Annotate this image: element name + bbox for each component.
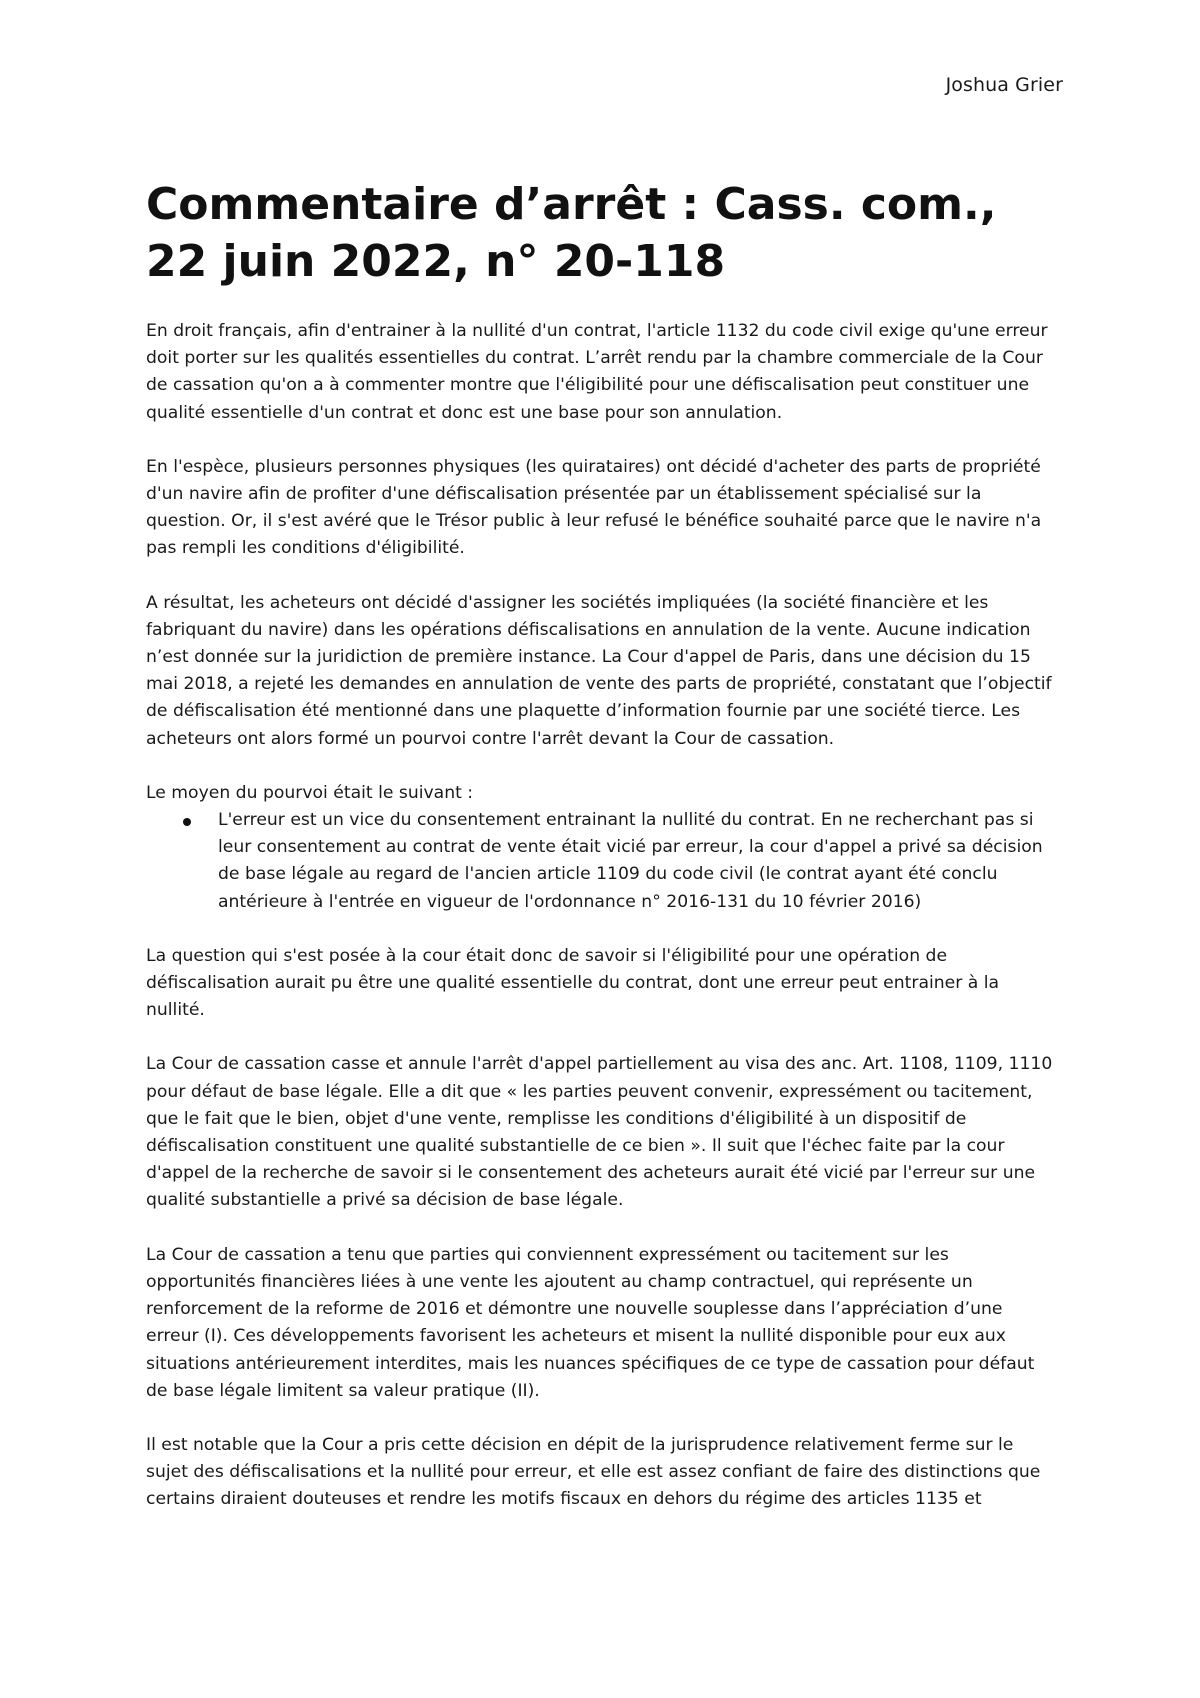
paragraph-procedure: A résultat, les acheteurs ont décidé d'assigner les sociétés impliquées (la société financière et les fabriquant du navire) dans les opérations défiscalisations en annulation de la vente. Aucune indication n’est donnée sur la juridiction de première instance. La Cour d'appel de Paris, dans une décision du 15 mai 2018, a rejeté les demandes en annulation de vente des parts de propriété, constatant que l’objectif de défiscalisation été mentionné dans une plaquette d’information fournie par une société tierce. Les acheteurs ont alors formé un pourvoi contre l'arrêt devant la Cour de cassation. bbox=[146, 592, 1052, 749]
paragraph-facts: En l'espèce, plusieurs personnes physiques (les quirataires) ont décidé d'acheter des parts de propriété d'un navire afin de profiter d'une défiscalisation présentée par un établissement spécialisé sur la question. Or, il s'est avéré que le Trésor public à leur refusé le bénéfice souhaité parce que le navire n'a pas rempli les conditions d'éligibilité. bbox=[146, 456, 1042, 559]
grounds-list bbox=[146, 807, 1058, 916]
list-item bbox=[146, 807, 1058, 916]
paragraph-analysis: Il est notable que la Cour a pris cette décision en dépit de la jurisprudence relativement ferme sur le sujet des défiscalisations et la nullité pour erreur, et elle est assez confiant de faire des distinctions que certains diraient douteuses et rendre les motifs fiscaux en dehors du régime des articles 1135 et bbox=[146, 1434, 1041, 1510]
paragraph-announcement: La Cour de cassation a tenu que parties qui conviennent expressément ou tacitement sur les opportunités financières liées à une vente les ajoutent au champ contractuel, qui représente un renforcement de la reforme de 2016 et démontre une nouvelle souplesse dans l’appréciation d’une erreur (I). Ces développements favorisent les acheteurs et misent la nullité disponible pour eux aux situations antérieurement interdites, mais les nuances spécifiques de ce type de cassation pour défaut de base légale limitent sa valeur pratique (II). bbox=[146, 1244, 1035, 1401]
paragraph-introduction: En droit français, afin d'entrainer à la nullité d'un contrat, l'article 1132 du code civil exige qu'une erreur doit porter sur les qualités essentielles du contrat. L’arrêt rendu par la chambre commerciale de la Cour de cassation qu'on a à commenter montre que l'éligibilité pour une défiscalisation peut constituer une qualité essentielle d'un contrat et donc est une base pour son annulation. bbox=[146, 321, 1048, 423]
document-title: Commentaire d’arrêt : Cass. com., 22 juin 2022, n° 20-118 bbox=[146, 179, 997, 287]
paragraph-solution: La Cour de cassation casse et annule l'arrêt d'appel partiellement au visa des anc. Art. 1108, 1109, 1110 pour défaut de base légale. Elle a dit que « les parties peuvent convenir, expressément ou tacitement, que le fait que le bien, objet d'une vente, remplisse les conditions d'éligibilité à un dispositif de défiscalisation constituent une qualité substantielle de ce bien ». Il suit que l'échec faite par la cour d'appel de la recherche de savoir si le consentement des acheteurs aurait été vicié par l'erreur sur une qualité substantielle a privé sa décision de base légale. bbox=[146, 1054, 1053, 1211]
bullet-icon bbox=[183, 818, 191, 826]
grounds-intro: Le moyen du pourvoi était le suivant : bbox=[146, 782, 474, 803]
ground-text: L'erreur est un vice du consentement entrainant la nullité du contrat. En ne recherchant pas si leur consentement au contrat de vente était vicié par erreur, la cour d'appel a privé sa décision de base légale au regard de l'ancien article 1109 du code civil (le contrat ayant été conclu antérieure à l'entrée en vigueur de l'ordonnance n° 2016-131 du 10 février 2016) bbox=[218, 810, 1043, 912]
paragraph-legal-question: La question qui s'est posée à la cour était donc de savoir si l'éligibilité pour une opération de défiscalisation aurait pu être une qualité essentielle du contrat, dont une erreur peut entrainer à la nullité. bbox=[146, 945, 1000, 1021]
header-author: Joshua Grier bbox=[945, 74, 1063, 96]
document-body bbox=[146, 318, 1058, 1541]
